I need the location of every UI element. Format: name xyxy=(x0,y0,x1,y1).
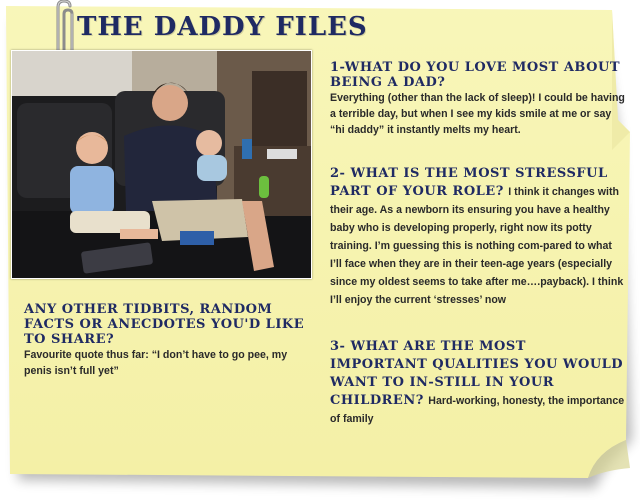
question-3-heading: 3- WHAT ARE THE MOST IMPORTANT QUALITIES YOU WOULD WANT TO IN-STILL IN YOUR CHILDREN? xyxy=(330,339,624,408)
question-2-answer: I think it changes with their age. As a newborn its ensuring you have a healthy baby who is developing properly, right now its potty training. I’m guessing this is nothing com-pared to what I’ll face when they are in their teen-age years (especially since my oldest seems to take after me….payback). I think I’ll enjoy the current ‘stresses’ now xyxy=(330,186,624,306)
question-1 xyxy=(330,60,626,138)
question-4 xyxy=(24,302,316,379)
question-4-heading: ANY OTHER TIDBITS, RANDOM FACTS OR ANECDOTES YOU'D LIKE TO SHARE? xyxy=(24,302,305,347)
question-3 xyxy=(330,337,626,427)
question-1-answer: Everything (other than the lack of sleep)! I could be having a terrible day, but when I see my kids smile at me or say “hi daddy” it instantly melts my heart. xyxy=(330,92,625,136)
question-1-heading: 1-WHAT DO YOU LOVE MOST ABOUT BEING A DAD? xyxy=(330,60,620,90)
question-2-heading: 2- WHAT IS THE MOST STRESSFUL PART OF YOUR ROLE? xyxy=(330,166,608,199)
question-4-answer: Favourite quote thus far: “I don’t have to go pee, my penis isn’t full yet” xyxy=(24,349,288,377)
page-title: THE DADDY FILES xyxy=(77,12,368,42)
question-2 xyxy=(330,164,626,308)
question-3-answer: Hard-working, honesty, the importance of family xyxy=(330,395,625,425)
family-photo xyxy=(11,50,312,279)
